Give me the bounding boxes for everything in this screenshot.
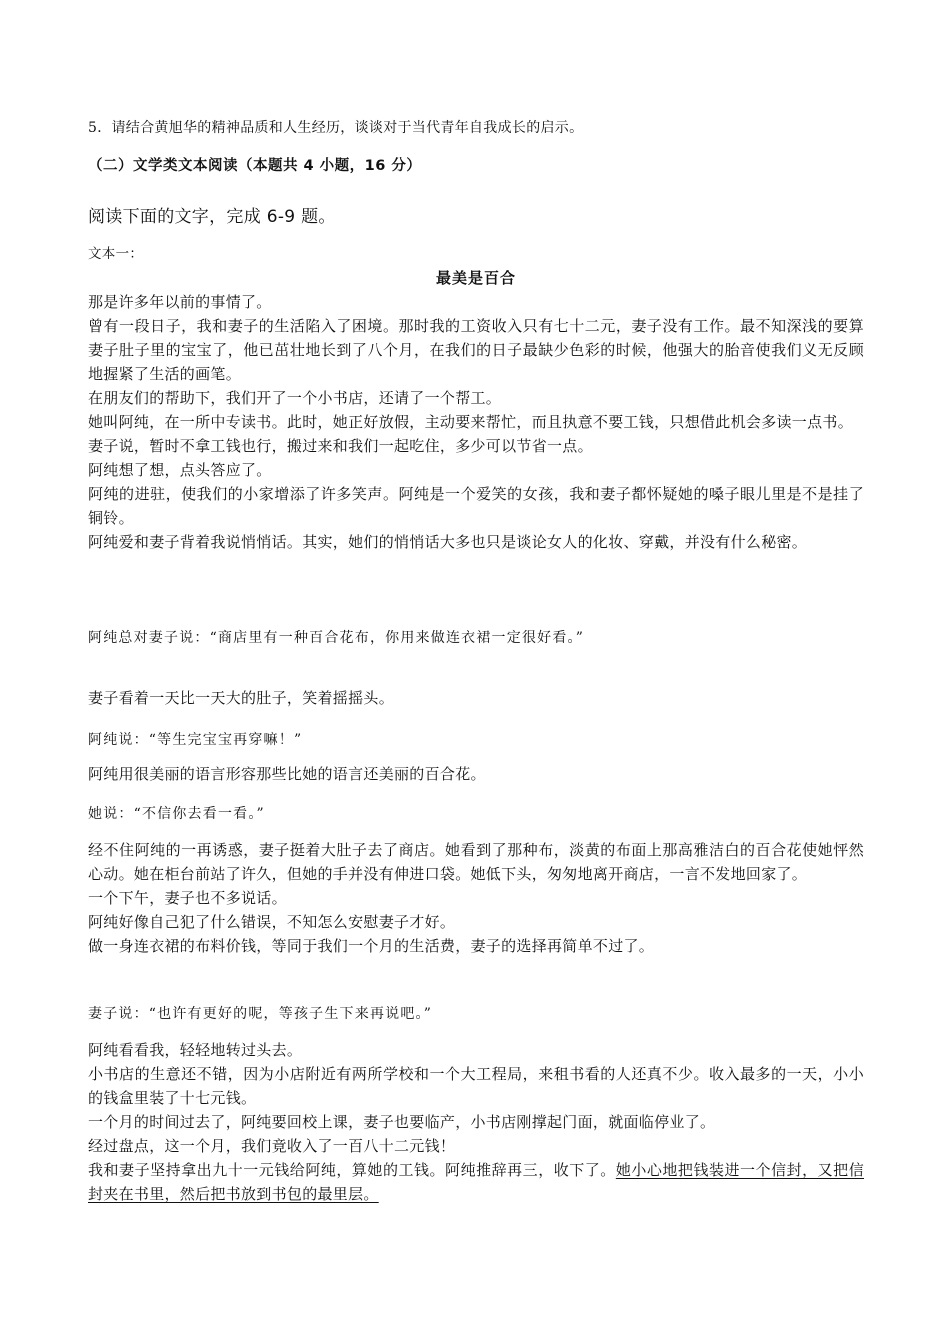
paragraph: 阿纯想了想，点头答应了。 [88, 461, 272, 479]
dialogue-line: 她说：“不信你去看一看。” [88, 806, 265, 822]
underlined-sentence: 她小心地把钱装进一个信封，又把信封夹在书里，然后把书放到书包的最里层。 [88, 1161, 864, 1203]
paragraph: 那是许多年以前的事情了。 [88, 293, 272, 311]
story-title: 最美是百合 [435, 269, 516, 287]
dialogue-line: 阿纯说：“等生完宝宝再穿嘛！” [88, 732, 303, 748]
text-one-label: 文本一： [88, 246, 144, 262]
final-plain-text: 我和妻子坚持拿出九十一元钱给阿纯，算她的工钱。阿纯推辞再三，收下了。 [88, 1161, 616, 1179]
story-body-part1 [88, 290, 864, 554]
paragraph: 阿纯爱和妻子背着我说悄悄话。其实，她们的悄悄话大多也只是谈论女人的化妆、穿戴，并没有什么秘密。 [88, 533, 808, 551]
paragraph: 小书店的生意还不错，因为小店附近有两所学校和一个大工程局，来租书看的人还真不少。收入最多的一天，小小的钱盒里装了十七元钱。 [88, 1065, 864, 1107]
paragraph: 她叫阿纯，在一所中专读书。此时，她正好放假，主动要来帮忙，而且执意不要工钱，只想借此机会多读一点书。 [88, 413, 854, 431]
paragraph-final [88, 1158, 864, 1206]
paragraph: 在朋友们的帮助下，我们开了一个小书店，还请了一个帮工。 [88, 389, 502, 407]
paragraph: 经不住阿纯的一再诱惑，妻子挺着大肚子去了商店。她看到了那种布，淡黄的布面上那高雅洁白的百合花使她怦然心动。她在柜台前站了许久，但她的手并没有伸进口袋。她低下头，匆匆地离开商店，一言不发地回家了。 [88, 841, 864, 883]
story-body-part2 [88, 838, 864, 958]
question-5: 5．请结合黄旭华的精神品质和人生经历，谈谈对于当代青年自我成长的启示。 [88, 120, 584, 136]
paragraph: 一个月的时间过去了，阿纯要回校上课，妻子也要临产，小书店刚撑起门面，就面临停业了。 [88, 1113, 716, 1131]
paragraph: 妻子说，暂时不拿工钱也行，搬过来和我们一起吃住，多少可以节省一点。 [88, 437, 593, 455]
reading-instruction: 阅读下面的文字，完成 6-9 题。 [88, 207, 336, 227]
paragraph: 阿纯看看我，轻轻地转过头去。 [88, 1041, 303, 1059]
paragraph: 阿纯的进驻，使我们的小家增添了许多笑声。阿纯是一个爱笑的女孩，我和妻子都怀疑她的嗓子眼儿里是不是挂了铜铃。 [88, 485, 864, 527]
paragraph: 阿纯好像自己犯了什么错误，不知怎么安慰妻子才好。 [88, 913, 456, 931]
dialogue-line: 妻子说：“也许有更好的呢，等孩子生下来再说吧。” [88, 1006, 433, 1022]
paragraph: 做一身连衣裙的布料价钱，等同于我们一个月的生活费，妻子的选择再简单不过了。 [88, 937, 655, 955]
paragraph: 妻子看着一天比一天大的肚子，笑着摇摇头。 [88, 689, 395, 707]
paragraph: 曾有一段日子，我和妻子的生活陷入了困境。那时我的工资收入只有七十二元，妻子没有工作。最不知深浅的要算妻子肚子里的宝宝了，他已茁壮地长到了八个月，在我们的日子最缺少色彩的时候，他强大的胎音使我们义无反顾地握紧了生活的画笔。 [88, 317, 864, 383]
paragraph: 一个下午，妻子也不多说话。 [88, 889, 287, 907]
paragraph: 经过盘点，这一个月，我们竟收入了一百八十二元钱！ [88, 1137, 456, 1155]
paragraph: 阿纯用很美丽的语言形容那些比她的语言还美丽的百合花。 [88, 765, 486, 783]
story-body-part3 [88, 1038, 864, 1206]
section-heading: （二）文学类文本阅读（本题共 4 小题，16 分） [88, 158, 422, 174]
dialogue-line: 阿纯总对妻子说：“商店里有一种百合花布，你用来做连衣裙一定很好看。” [88, 630, 585, 646]
